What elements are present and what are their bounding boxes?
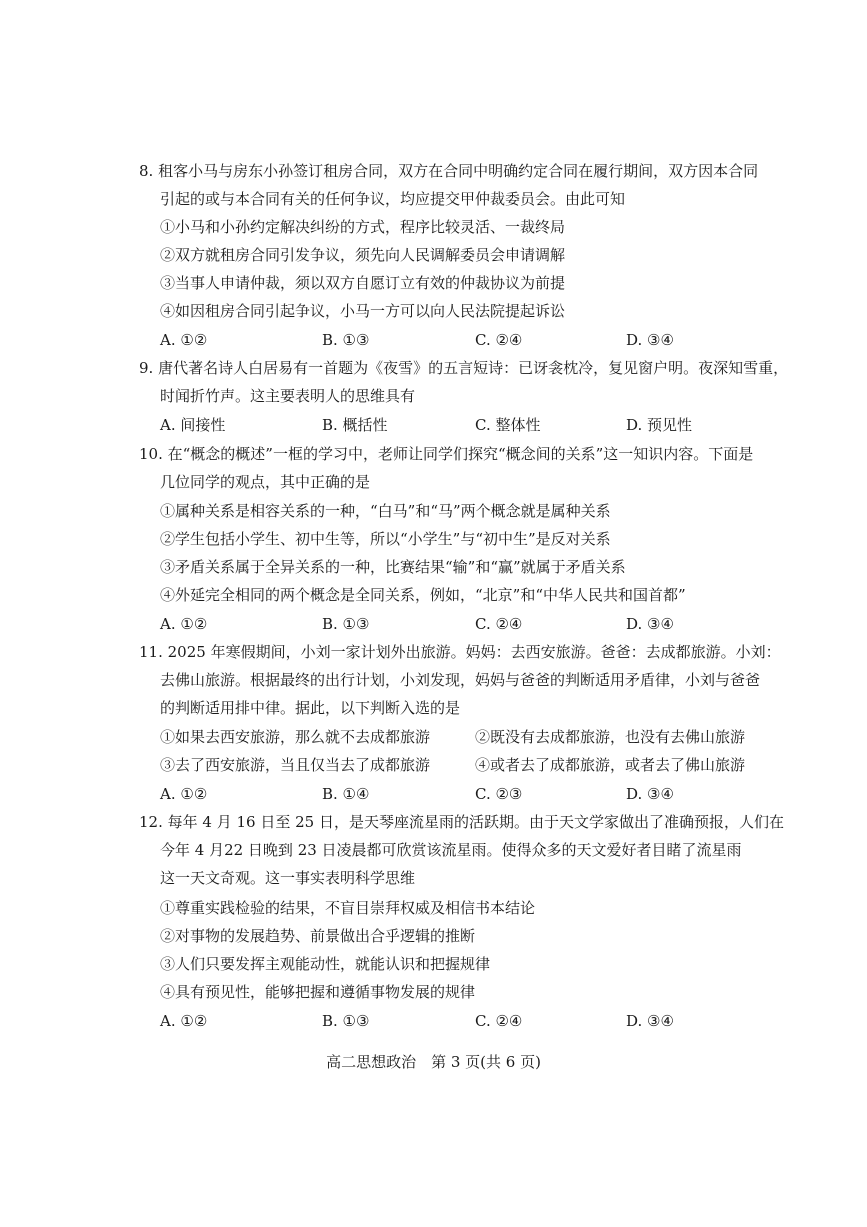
stem-line: 去佛山旅游。根据最终的出行计划，小刘发现，妈妈与爸爸的判断适用矛盾律，小刘与爸爸: [160, 671, 761, 689]
option-b: B. ①③: [322, 331, 370, 349]
option-c: C. ②④: [475, 615, 523, 633]
question-stem: [139, 638, 781, 722]
option-d: D. 预见性: [626, 416, 693, 434]
statement: ③当事人申请仲裁，须以双方自愿订立有效的仲裁协议为前提: [160, 274, 566, 292]
option-d: D. ③④: [626, 785, 674, 803]
question-stem: [139, 440, 767, 496]
stem-line: 几位同学的观点，其中正确的是: [160, 473, 371, 491]
page-footer: 高二思想政治 第 3 页(共 6 页): [326, 1053, 541, 1071]
statement: ④如因租房合同引起争议，小马一方可以向人民法院提起诉讼: [160, 302, 566, 320]
option-c: C. ②④: [475, 331, 523, 349]
option-c: C. ②④: [475, 1012, 523, 1030]
statement: ①如果去西安旅游，那么就不去成都旅游: [160, 728, 431, 746]
question-stem: [139, 808, 784, 892]
statement: ④具有预见性，能够把握和遵循事物发展的规律: [160, 983, 476, 1001]
option-b: B. 概括性: [322, 416, 388, 434]
stem-line: 的判断适用排中律。据此，以下判断入选的是: [160, 699, 461, 717]
option-a: A. ①②: [160, 1012, 208, 1030]
statement: ②既没有去成都旅游，也没有去佛山旅游: [475, 728, 746, 746]
statement: ③去了西安旅游，当且仅当去了成都旅游: [160, 756, 431, 774]
stem-line: 这一天文奇观。这一事实表明科学思维: [160, 869, 416, 887]
option-a: A. ①②: [160, 615, 208, 633]
statement: ①小马和小孙约定解决纠纷的方式，程序比较灵活、一裁终局: [160, 218, 566, 236]
option-a: A. ①②: [160, 785, 208, 803]
option-c: C. 整体性: [475, 416, 541, 434]
stem-line: 9. 唐代著名诗人白居易有一首题为《夜雪》的五言短诗：已讶衾枕冷，复见窗户明。夜深知雪重，: [139, 359, 789, 377]
stem-line: 12. 每年 4 月 16 日至 25 日，是天琴座流星雨的活跃期。由于天文学家做出了准确预报，人们在: [139, 813, 784, 831]
option-b: B. ①③: [322, 1012, 370, 1030]
option-a: A. ①②: [160, 331, 208, 349]
statement: ④外延完全相同的两个概念是全同关系，例如，“北京”和“中华人民共和国首都”: [160, 586, 686, 604]
statement: ②对事物的发展趋势、前景做出合乎逻辑的推断: [160, 927, 476, 945]
stem-line: 时闻折竹声。这主要表明人的思维具有: [160, 387, 416, 405]
option-c: C. ②③: [475, 785, 523, 803]
statement: ②双方就租房合同引发争议，须先向人民调解委员会申请调解: [160, 246, 566, 264]
statement: ④或者去了成都旅游，或者去了佛山旅游: [475, 756, 746, 774]
statement: ③矛盾关系属于全异关系的一种，比赛结果“输”和“赢”就属于矛盾关系: [160, 558, 626, 576]
stem-line: 8. 租客小马与房东小孙签订租房合同，双方在合同中明确约定合同在履行期间，双方因本合同: [139, 162, 759, 180]
stem-line: 引起的或与本合同有关的任何争议，均应提交甲仲裁委员会。由此可知: [160, 190, 626, 208]
statement: ②学生包括小学生、初中生等，所以“小学生”与“初中生”是反对关系: [160, 530, 611, 548]
option-a: A. 间接性: [160, 416, 226, 434]
question-stem: [139, 157, 767, 213]
stem-line: 今年 4 月22 日晚到 23 日凌晨都可欣赏该流星雨。使得众多的天文爱好者目睹了流星雨: [160, 841, 742, 859]
option-d: D. ③④: [626, 1012, 674, 1030]
stem-line: 10. 在“概念的概述”一框的学习中，老师让同学们探究“概念间的关系”这一知识内容。下面是: [139, 445, 754, 463]
statement: ①尊重实践检验的结果，不盲目崇拜权威及相信书本结论: [160, 899, 536, 917]
option-d: D. ③④: [626, 615, 674, 633]
question-stem: [139, 354, 789, 410]
option-d: D. ③④: [626, 331, 674, 349]
statement: ①属种关系是相容关系的一种，“白马”和“马”两个概念就是属种关系: [160, 502, 611, 520]
option-b: B. ①③: [322, 615, 370, 633]
option-b: B. ①④: [322, 785, 370, 803]
stem-line: 11. 2025 年寒假期间，小刘一家计划外出旅游。妈妈：去西安旅游。爸爸：去成都旅游。小刘：: [139, 643, 781, 661]
statement: ③人们只要发挥主观能动性，就能认识和把握规律: [160, 955, 491, 973]
